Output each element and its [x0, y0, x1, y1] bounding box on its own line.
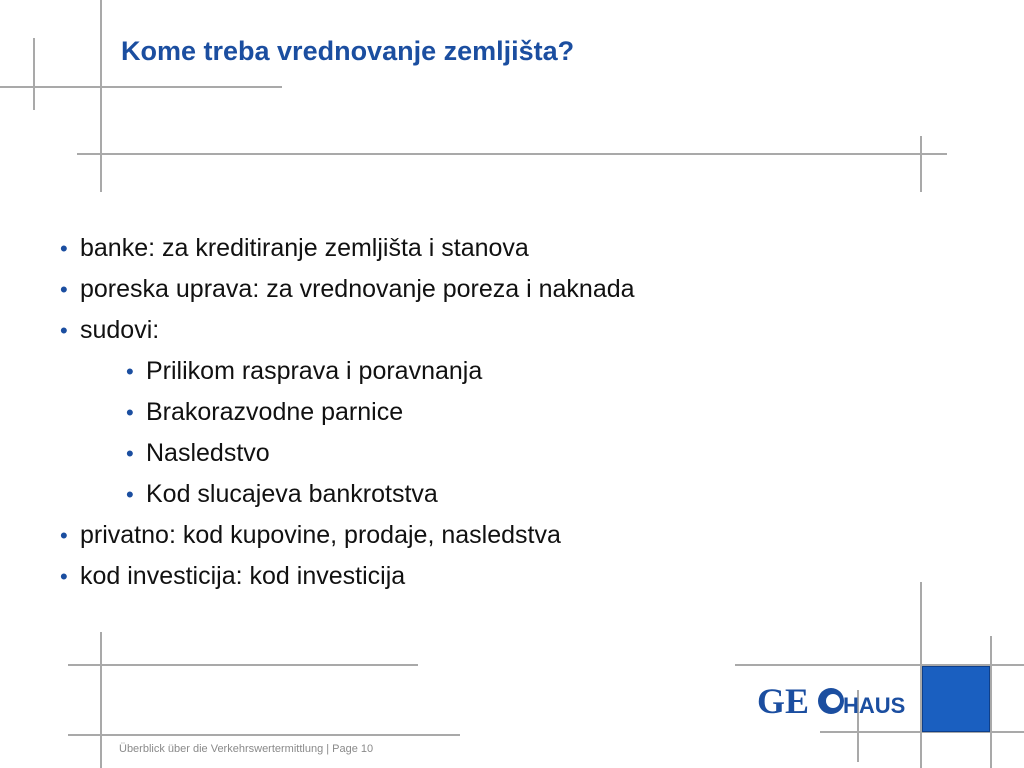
- bullet-dot: •: [126, 359, 134, 384]
- bullet-dot: •: [60, 318, 68, 343]
- bottom-left-horizontal-line-b: [68, 734, 460, 736]
- bullet-text: banke: za kreditiranje zemljišta i stanova: [80, 234, 529, 262]
- bullet-item: [60, 228, 635, 269]
- bullet-dot: •: [60, 564, 68, 589]
- bottom-left-vertical-line: [100, 632, 102, 768]
- bullet-item: [60, 556, 635, 597]
- bullet-item: [60, 515, 635, 556]
- bullet-text: Nasledstvo: [146, 439, 270, 467]
- geohaus-logo: [757, 683, 915, 723]
- logo-o-inner: [826, 694, 840, 708]
- bullet-item: [60, 269, 635, 310]
- logo-haus-text: HAUS: [843, 693, 906, 718]
- sub-bullet-item: [60, 433, 635, 474]
- bullet-dot: •: [126, 400, 134, 425]
- bullet-list: [60, 228, 635, 597]
- bullet-item: [60, 310, 635, 351]
- logo-ge-text: GE: [757, 683, 810, 721]
- top-left-horizontal-line: [0, 86, 282, 88]
- bottom-left-horizontal-line-a: [68, 664, 418, 666]
- bullet-dot: •: [126, 482, 134, 507]
- sub-bullet-item: [60, 351, 635, 392]
- bullet-text: Brakorazvodne parnice: [146, 398, 404, 426]
- bullet-text: Kod slucajeva bankrotstva: [146, 480, 438, 508]
- bullet-dot: •: [60, 523, 68, 548]
- bullet-dot: •: [126, 441, 134, 466]
- logo-blue-square: [922, 666, 990, 732]
- bullet-text: kod investicija: kod investicija: [80, 562, 406, 590]
- top-right-vertical-line: [920, 136, 922, 192]
- bullet-text: Prilikom rasprava i poravnanja: [146, 357, 483, 385]
- bullet-dot: •: [60, 236, 68, 261]
- footer-text: Überblick über die Verkehrswertermittlung | Page 10: [119, 743, 374, 755]
- header-divider-line: [77, 153, 947, 155]
- top-left-vertical-line-b: [100, 0, 102, 192]
- bullet-text: privatno: kod kupovine, prodaje, nasledstva: [80, 521, 561, 549]
- top-left-vertical-line-a: [33, 38, 35, 110]
- bullet-text: poreska uprava: za vrednovanje poreza i naknada: [80, 275, 635, 303]
- bullet-dot: •: [60, 277, 68, 302]
- bottom-right-vertical-line-c: [990, 636, 992, 768]
- bullet-text: sudovi:: [80, 316, 160, 344]
- sub-bullet-item: [60, 474, 635, 515]
- sub-bullet-item: [60, 392, 635, 433]
- slide-title: Kome treba vrednovanje zemljišta?: [121, 36, 575, 66]
